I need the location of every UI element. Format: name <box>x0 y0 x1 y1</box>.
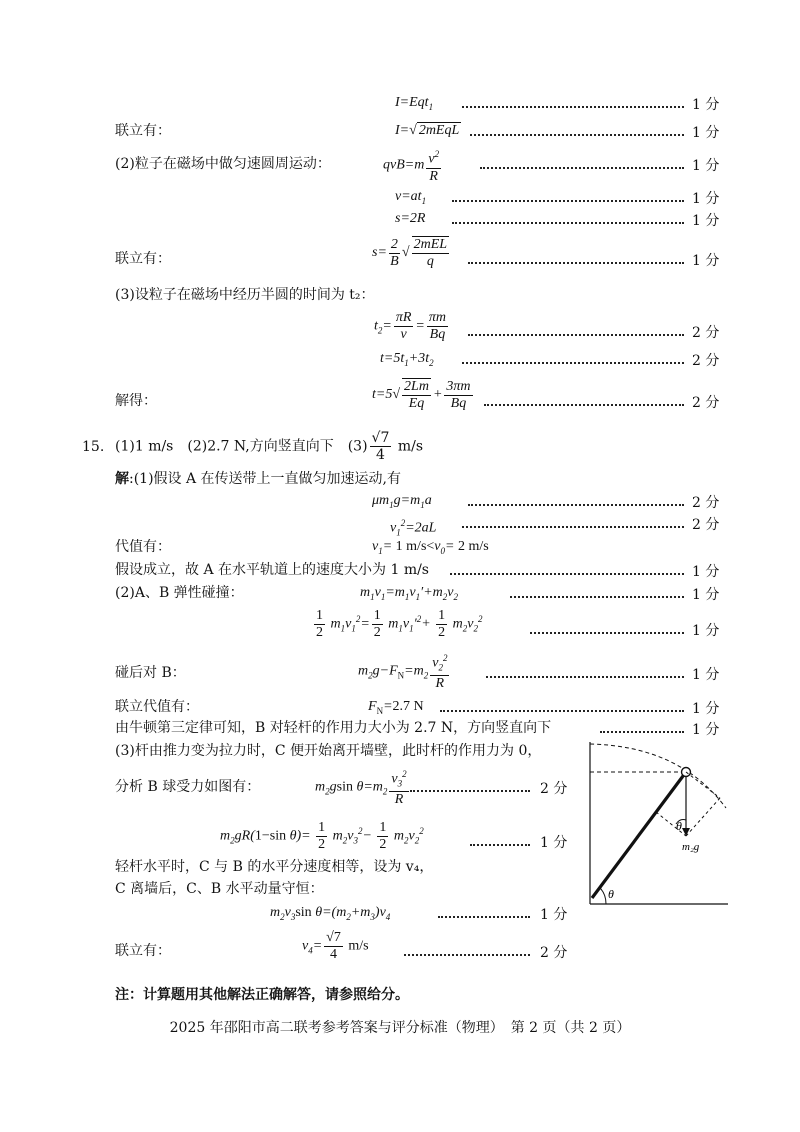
rod <box>592 772 686 898</box>
score-18: 2 分 <box>540 781 568 797</box>
angle-arc-bottom <box>600 888 606 904</box>
score-1: 1 分 <box>692 97 720 113</box>
score-21: 2 分 <box>540 945 568 961</box>
weight-arrowhead <box>682 828 690 836</box>
label-substitute: 代值有： <box>115 539 171 555</box>
equation-friction: $\mu m_1g=m_1a$ <box>372 493 432 510</box>
score-16: 1 分 <box>692 701 720 717</box>
score-17: 1 分 <box>692 722 720 738</box>
equation-fn: $F_N=2.7$ N <box>368 699 424 716</box>
score-5: 1 分 <box>692 213 720 229</box>
score-3: 1 分 <box>692 158 720 174</box>
grading-note: 注：计算题用其他解法正确解答，请参照给分。 <box>115 987 409 1003</box>
label-q2: (2)粒子在磁场中做匀速圆周运动： <box>115 156 331 172</box>
text-momentum: C 离墙后，C、B 水平动量守恒： <box>115 881 324 897</box>
score-4: 1 分 <box>692 191 720 207</box>
score-20: 1 分 <box>540 907 568 923</box>
equation-t-total: $t=5t_1+3t_2$ <box>380 351 434 368</box>
component-dash-1 <box>686 772 720 798</box>
equation-v4: $v_4=$ $\frac{√7}{4}$ m/s <box>302 930 369 962</box>
theta-label-top: θ <box>676 819 682 833</box>
equation-centripetal: $m_2gsin$ $\theta=m_2$ $\frac{v_3^2}{R}$ <box>315 766 411 808</box>
weight-label: m₂g <box>682 841 700 853</box>
text-horizontal: 轻杆水平时，C 与 B 的水平分速度相等，设为 v₄， <box>115 859 434 875</box>
label-combine-2: 联立有： <box>115 251 171 267</box>
score-19: 1 分 <box>540 835 568 851</box>
force-diagram <box>580 738 730 908</box>
equation-t2: $t_2=$ $\frac{\pi R}{v}$ = $\frac{\pi m}{Bq}$ <box>374 310 447 342</box>
equation-impulse-2: I=√ 2mEqL <box>395 123 460 138</box>
score-12: 1 分 <box>692 564 720 580</box>
label-analysis: 分析 B 球受力如图有： <box>115 779 261 795</box>
question-number: 15. <box>82 439 105 455</box>
score-11: 2 分 <box>692 517 720 533</box>
equation-v1: $v_1= 1$ $m/s<v_0= 2$ m/s <box>372 539 489 556</box>
theta-label-bottom: θ <box>608 887 614 901</box>
score-9: 2 分 <box>692 395 720 411</box>
equation-displacement: s=2R <box>395 211 426 226</box>
label-solve: 解得： <box>115 393 157 409</box>
equation-kinematic: $v_1^2=2aL$ <box>390 518 437 538</box>
equation-velocity: $v=at_1$ <box>395 189 427 206</box>
page-footer: 2025 年邵阳市高二联考参考答案与评分标准（物理） 第 2 页（共 2 页） <box>169 1020 631 1036</box>
equation-energy: $\frac{1}{2}$ $m_1v_1^2=$ $\frac{1}{2}$ $m_1v_1'^2+$ $\frac{1}{2}$ $m_2v_2^2$ <box>316 608 483 640</box>
conclusion-1: 假设成立，故 A 在水平轨道上的速度大小为 1 m/s <box>115 562 429 578</box>
equation-force-b: $m_2g-F_N=m_2$ $\frac{v_2^2}{R}$ <box>358 650 451 692</box>
equation-impulse: I=Eqt$_1$ <box>395 95 434 112</box>
equation-t-final: t=5√ $\frac{2Lm}{Eq}$ + $\frac{3\pi m}{Bq}$ <box>372 378 471 411</box>
conclusion-2: 由牛顿第三定律可知，B 对轻杆的作用力大小为 2.7 N，方向竖直向下 <box>115 720 552 736</box>
equation-momentum-2: $m_2v_3\sin$ $\theta=(m_2+m_3)v_4$ <box>270 905 391 922</box>
equation-energy-2: $m_2gR(1-\sin$ θ)= $\frac{1}{2}$ $m_2v_3^2-$ $\frac{1}{2}$ $m_2v_2^2$ <box>220 820 424 852</box>
label-q3: (3)设粒子在磁场中经历半圆的时间为 t₂： <box>115 287 375 303</box>
label-collision: (2)A、B 弹性碰撞： <box>115 585 244 601</box>
equation-s-result: s= $\frac{2}{B}$ √ $\frac{\text{2mEL}}{q}$ <box>372 236 448 269</box>
score-7: 2 分 <box>692 325 720 341</box>
component-dash-2 <box>686 798 720 836</box>
equation-lorentz: qvB=m $\frac{v^2}{R}$ <box>383 146 443 185</box>
trajectory-arc <box>590 744 726 808</box>
label-after-collision: 碰后对 B： <box>115 665 186 681</box>
label-combine-4: 联立有： <box>115 943 171 959</box>
score-2: 1 分 <box>692 125 720 141</box>
label-combine-1: 联立有： <box>115 123 171 139</box>
score-10: 2 分 <box>692 495 720 511</box>
label-combine-3: 联立代值有： <box>115 699 199 715</box>
score-15: 1 分 <box>692 667 720 683</box>
equation-momentum: $m_1v_1=m_1v_1'+m_2v_2$ <box>360 585 458 602</box>
score-8: 2 分 <box>692 353 720 369</box>
score-14: 1 分 <box>692 623 720 639</box>
q3-text: (3)杆由推力变为拉力时，C 便开始离开墙壁，此时杆的作用力为 0， <box>115 743 542 759</box>
score-13: 1 分 <box>692 587 720 603</box>
q15-answers: (1)1 m/s (2)2.7 N,方向竖直向下 (3) $\frac{√7}{4}$ m/s <box>115 430 424 463</box>
score-6: 1 分 <box>692 253 720 269</box>
solution-intro: 解:(1)假设 A 在传送带上一直做匀加速运动,有 <box>115 471 402 487</box>
